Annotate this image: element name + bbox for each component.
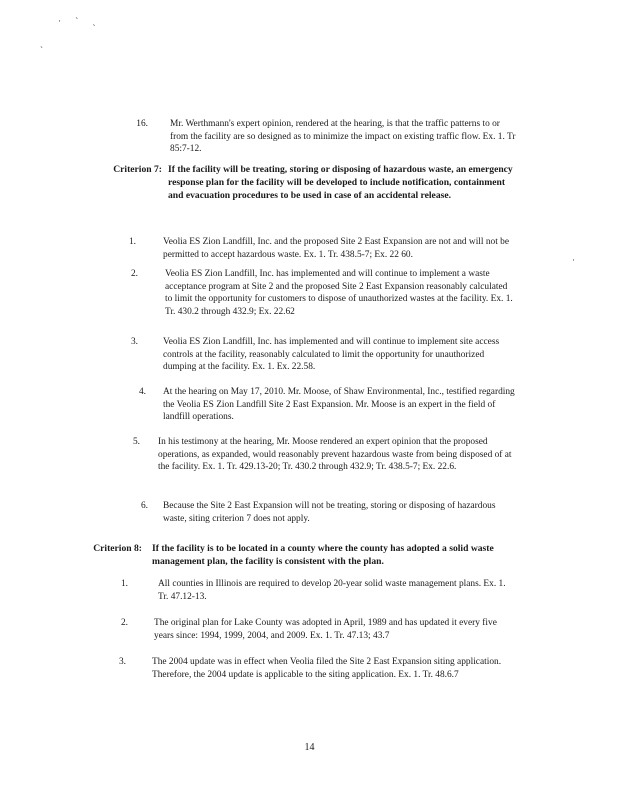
paragraph-number: 2.	[130, 269, 138, 279]
scan-specks-top: · ` ˎ	[58, 16, 102, 26]
scan-speck-right: ·	[572, 255, 581, 265]
criterion-label: Criterion 8:	[93, 543, 142, 554]
paragraph-number: 3.	[130, 337, 138, 347]
paragraph-text: Mr. Werthmann's expert opinion, rendered at the hearing, is that the traffic patterns to or from the facility are so designed as to minimize the impact on existing traffic flow. Ex. 1. Tr 85:7-12.	[170, 119, 516, 154]
paragraph-text: Veolia ES Zion Landfill, Inc. and the proposed Site 2 East Expansion are not and will not be permitted to accept hazardous waste. Ex. 1. Tr. 438.5-7; Ex. 22 60.	[163, 237, 510, 260]
paragraph-text: Veolia ES Zion Landfill, Inc. has implemented and will continue to implement a waste acceptance program at Site 2 and the proposed Site 2 East Expansion reasonably calculated to limit the opportunity for customers to dispose of unauthorized wastes at the facility. Ex. 1. Tr. 430.2 through 432.9; Ex. 22.62	[165, 269, 513, 317]
paragraph-number: 16.	[136, 119, 148, 129]
page-number: 14	[304, 742, 315, 753]
criterion-text: If the facility will be treating, storing or disposing of hazardous waste, an emergency response plan for the facility will be developed to include notification, containment and evacuation procedures to be used in case of an accidental release.	[168, 164, 513, 201]
paragraph-number: 1.	[120, 579, 128, 589]
criterion-text: If the facility is to be located in a county where the county has adopted a solid waste management plan, the facility is consistent with the plan.	[152, 543, 494, 567]
paragraph-number: 4.	[138, 387, 146, 397]
paragraph-number: 1.	[128, 237, 136, 247]
paragraph-text: The original plan for Lake County was adopted in April, 1989 and has updated it every five years since: 1994, 1999, 2004, and 2009. Ex. 1. Tr. 47.13; 43.7	[154, 618, 497, 641]
paragraph-number: 5.	[132, 437, 140, 447]
criterion-label: Criterion 7:	[113, 164, 162, 175]
paragraph-number: 3.	[118, 657, 126, 667]
paragraph-text: Because the Site 2 East Expansion will not be treating, storing or disposing of hazardous waste, siting criterion 7 does not apply.	[163, 501, 496, 524]
paragraph-text: The 2004 update was in effect when Veolia filed the Site 2 East Expansion siting application. Therefore, the 2004 update is applicable to the siting application. Ex. 1. Tr. 48.6.7	[152, 657, 502, 680]
paragraph-number: 6.	[140, 501, 148, 511]
paragraph-text: At the hearing on May 17, 2010. Mr. Moose, of Shaw Environmental, Inc., testified regarding the Veolia ES Zion Landfill Site 2 East Expansion. Mr. Moose is an expert in the field of landfill operations.	[163, 387, 515, 422]
scan-speck-left: ˎ	[40, 38, 49, 48]
paragraph-text: Veolia ES Zion Landfill, Inc. has implemented and will continue to implement site access controls at the facility, reasonably calculated to limit the opportunity for unauthorized dumping at the facility. Ex. 1. Ex. 22.58.	[163, 337, 500, 372]
paragraph-number: 2.	[120, 618, 128, 628]
paragraph-text: In his testimony at the hearing, Mr. Moose rendered an expert opinion that the proposed operations, as expanded, would reasonably prevent hazardous waste from being disposed of at the facility. Ex. 1. Tr. 429.13-20; Tr. 430.2 through 432.9; Tr. 438.5-7; Ex. 22.6.	[158, 437, 512, 472]
paragraph-text: All counties in Illinois are required to develop 20-year solid waste management plans. Ex. 1. Tr. 47.12-13.	[158, 579, 506, 602]
